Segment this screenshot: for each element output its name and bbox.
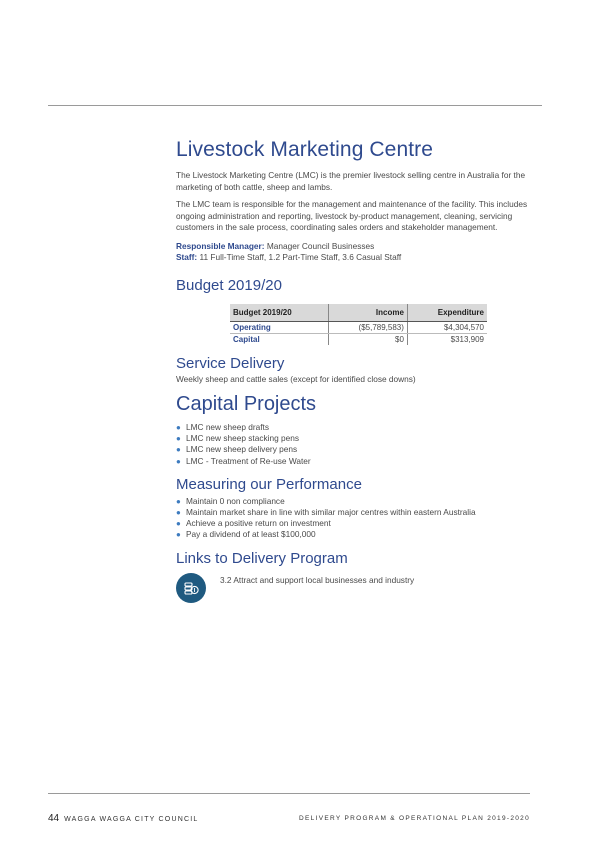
bullet-icon: ● (176, 434, 181, 444)
list-item: ● LMC new sheep delivery pens (176, 444, 298, 455)
table-row (230, 333, 487, 345)
list-item: ● Achieve a positive return on investment (176, 518, 331, 529)
links-heading: Links to Delivery Program (176, 549, 348, 567)
responsible-manager-value: Manager Council Businesses (266, 240, 375, 251)
budget-header-row (230, 304, 487, 322)
list-item: ● LMC new sheep drafts (176, 422, 270, 432)
bullet-icon: ● (176, 445, 181, 455)
budget-table (230, 304, 487, 345)
staff-label: Staff: (176, 251, 198, 262)
income-cell: ($5,789,583) (328, 321, 407, 333)
intro-paragraph-2: The LMC team is responsible for the management and maintenance of the facility. This includes ongoing administration and reporting, livestock by-product management, cleaning, servicing customers in the sale process, coordinating sales orders and stakeholder management. (176, 199, 528, 232)
main-content (176, 138, 536, 603)
list-item: ● Pay a dividend of at least $100,000 (176, 529, 316, 540)
bottom-divider (48, 793, 530, 794)
delivery-link (176, 573, 536, 603)
responsible-manager (176, 241, 536, 252)
list-item: ● Maintain market share in line with similar major centres within eastern Australia (176, 507, 476, 518)
bullet-icon: ● (176, 519, 181, 529)
staff-value: 11 Full-Time Staff, 1.2 Part-Time Staff, 3.6 Casual Staff (199, 251, 402, 262)
income-col-header: Income (328, 304, 407, 322)
expenditure-cell: $313,909 (450, 334, 484, 344)
list-item: ● LMC - Treatment of Re-use Water (176, 455, 311, 466)
top-divider (48, 105, 542, 106)
council-name: WAGGA WAGGA CITY COUNCIL (64, 816, 199, 823)
footer-right: DELIVERY PROGRAM & OPERATIONAL PLAN 2019-2020 (299, 815, 530, 822)
income-cell: $0 (328, 333, 407, 345)
row-label: Capital (230, 333, 328, 345)
responsible-manager-label: Responsible Manager: (176, 240, 265, 251)
list-item: ● Maintain 0 non compliance (176, 495, 285, 506)
service-delivery-heading: Service Delivery (176, 354, 285, 372)
bullet-icon: ● (176, 530, 181, 540)
capital-projects-list (176, 422, 536, 467)
row-label: Operating (230, 321, 328, 333)
footer-left (48, 813, 198, 824)
money-icon (176, 573, 206, 603)
intro-paragraph-1: The Livestock Marketing Centre (LMC) is the premier livestock selling centre in Australia for the marketing of both cattle, sheep and lambs. (176, 170, 526, 192)
list-item: ● LMC new sheep stacking pens (176, 433, 299, 444)
staff-line (176, 252, 536, 263)
service-delivery-text: Weekly sheep and cattle sales (except for identified close downs) (176, 373, 416, 384)
delivery-link-text: 3.2 Attract and support local businesses and industry (220, 574, 415, 585)
bullet-icon: ● (176, 508, 181, 518)
expenditure-col-header: Expenditure (407, 304, 487, 322)
bullet-icon: ● (176, 496, 181, 506)
table-row (230, 321, 487, 333)
performance-list (176, 496, 536, 541)
expenditure-cell: $4,304,570 (407, 321, 487, 333)
budget-heading: Budget 2019/20 (176, 276, 282, 294)
performance-heading: Measuring our Performance (176, 475, 362, 493)
page-number: 44 (48, 813, 60, 824)
bullet-icon: ● (176, 456, 181, 466)
budget-col-header: Budget 2019/20 (230, 304, 328, 322)
bullet-icon: ● (176, 423, 181, 432)
capital-projects-heading: Capital Projects (176, 393, 317, 415)
page-title: Livestock Marketing Centre (176, 138, 434, 161)
